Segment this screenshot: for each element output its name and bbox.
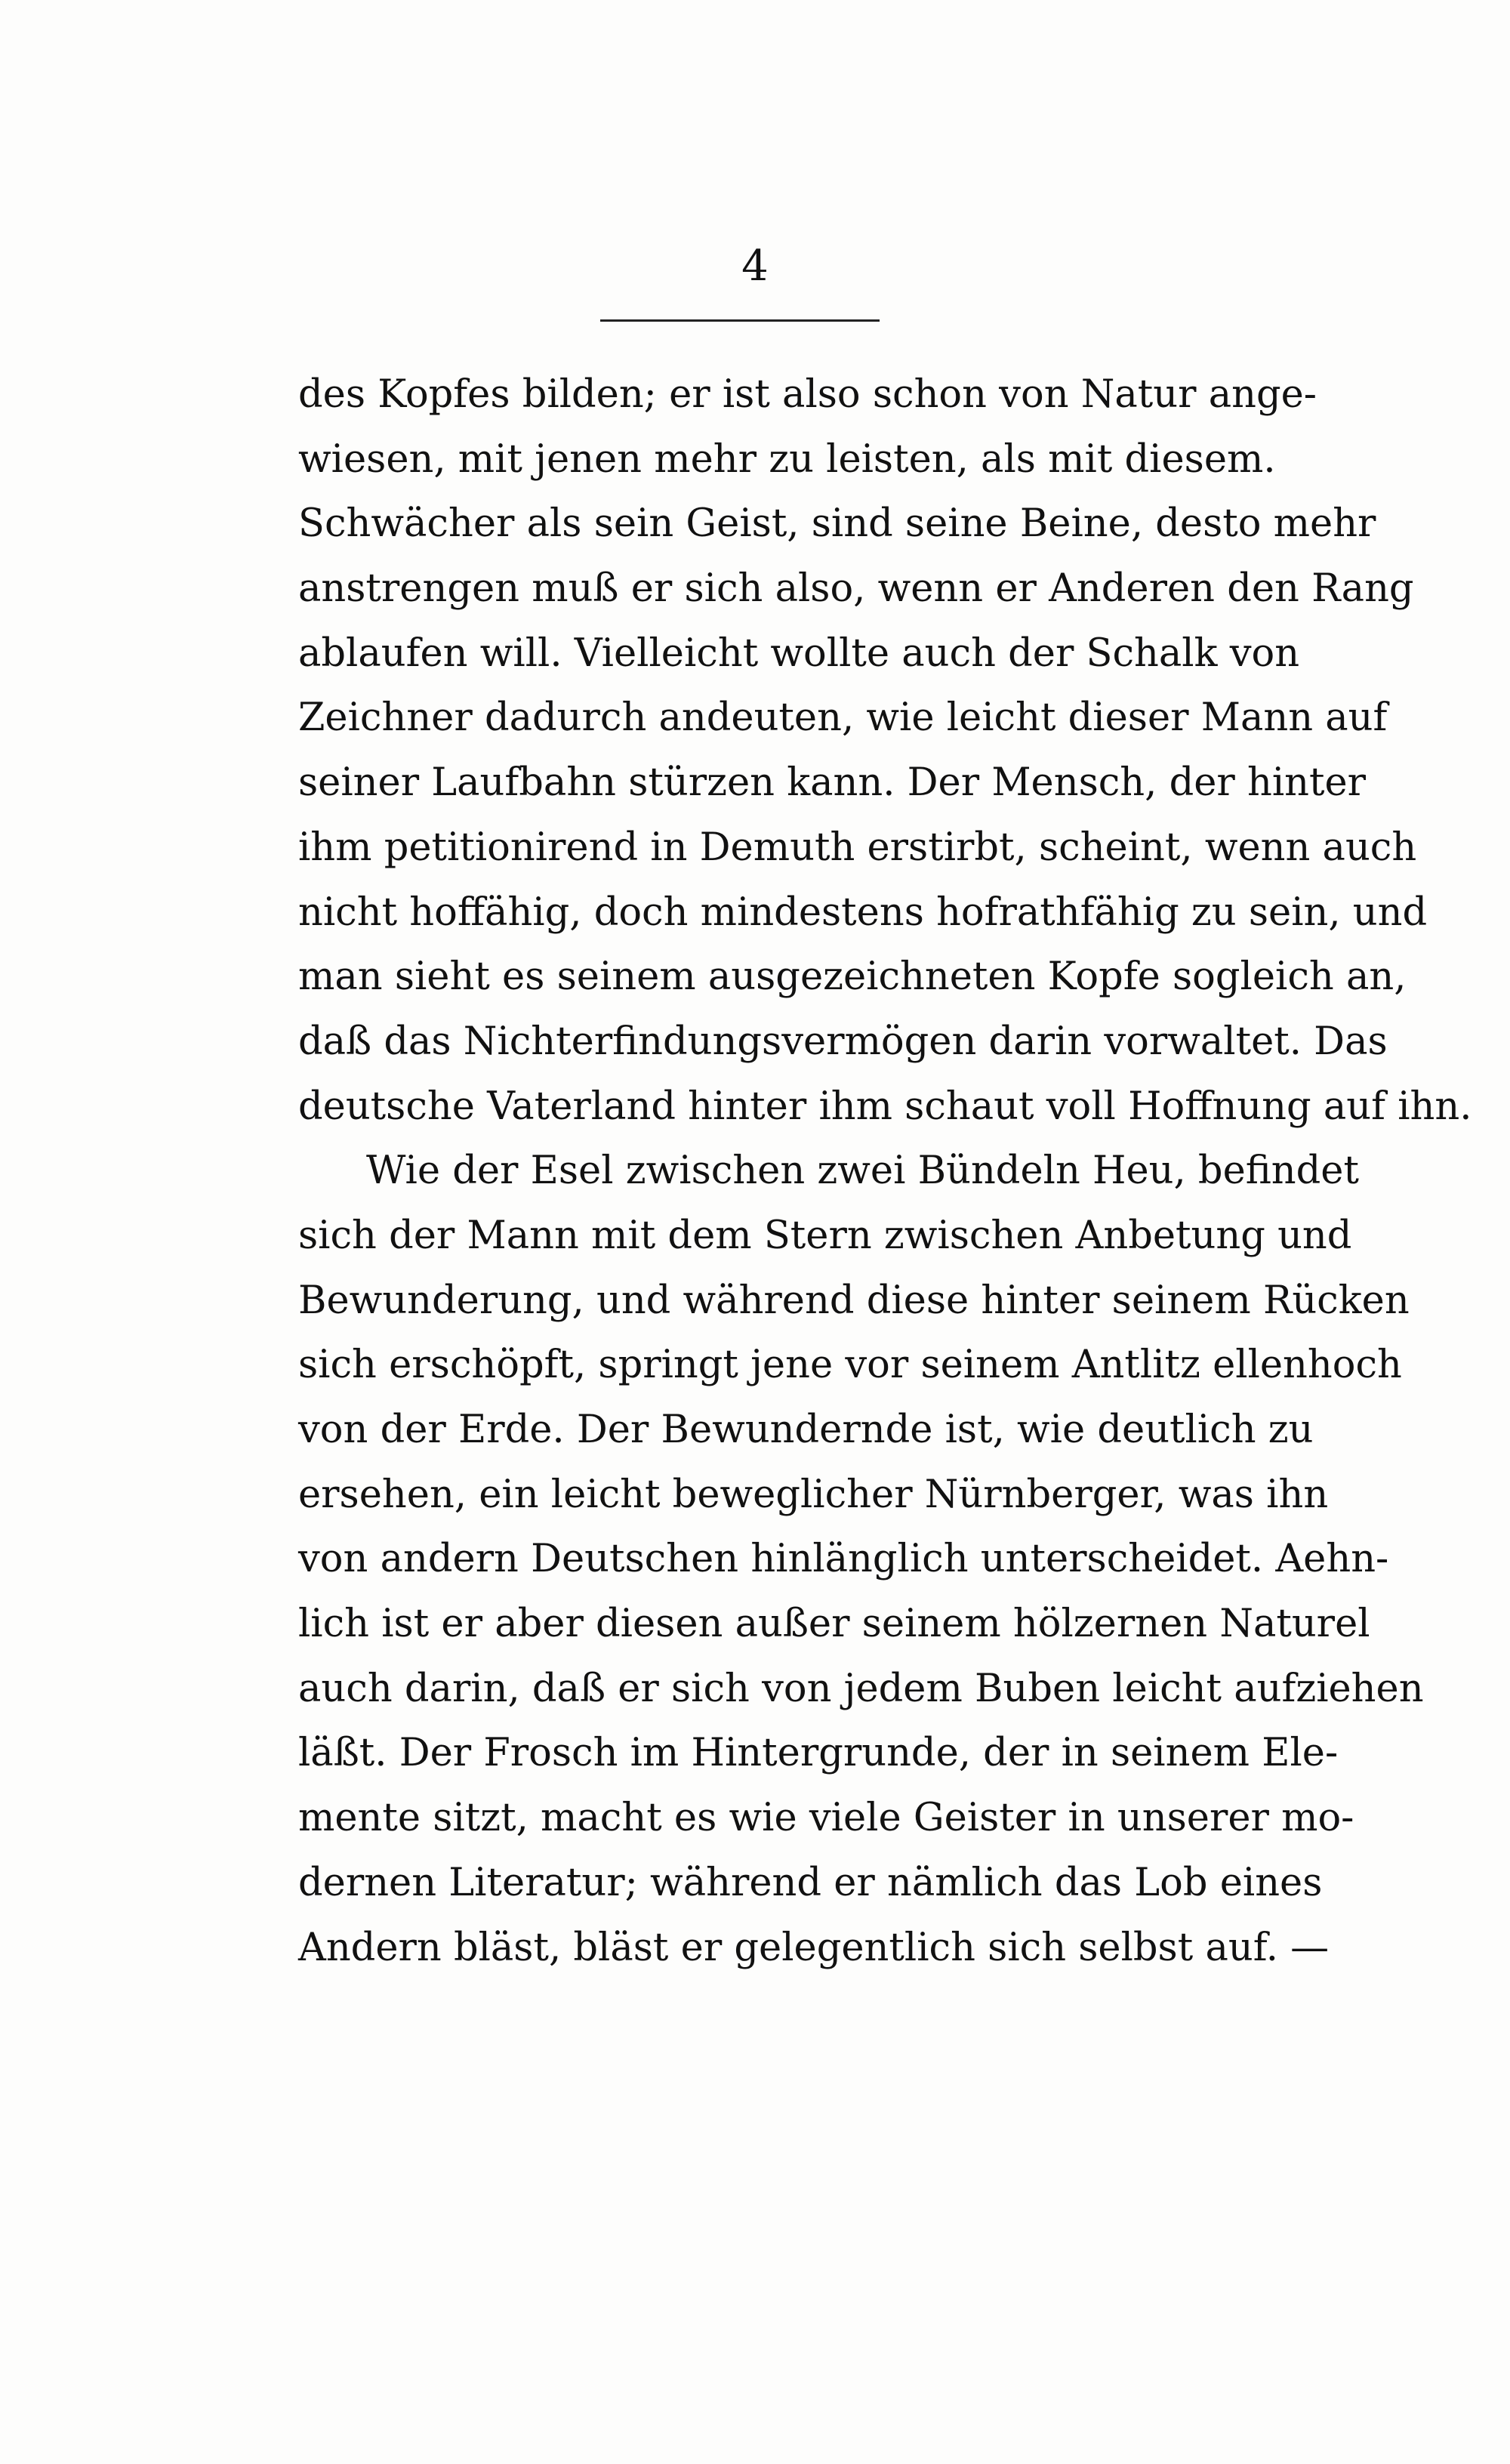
text-line: ablaufen will. Vielleicht wollte auch der Schalk von [298, 631, 1300, 676]
text-line: ersehen, ein leicht beweglicher Nürnberger, was ihn [298, 1472, 1329, 1517]
text-line: nicht hoffähig, doch mindestens hofrathfähig zu sein, und [298, 890, 1428, 935]
text-line: von der Erde. Der Bewundernde ist, wie deutlich zu [298, 1408, 1314, 1452]
text-line: dernen Literatur; während er nämlich das Lob eines [298, 1860, 1323, 1905]
text-line: Schwächer als sein Geist, sind seine Beine, desto mehr [298, 501, 1376, 547]
text-line: Andern bläst, bläst er gelegentlich sich selbst auf. — [298, 1925, 1330, 1970]
text-line: mente sitzt, macht es wie viele Geister in unserer mo- [298, 1796, 1354, 1841]
text-line: Bewunderung, und während diese hinter seinem Rücken [298, 1278, 1410, 1323]
text-line: lich ist er aber diesen außer seinem hölzernen Naturel [298, 1602, 1370, 1647]
page-number: 4 [741, 242, 769, 291]
text-line: ihm petitionirend in Demuth erstirbt, scheint, wenn auch [298, 825, 1417, 870]
text-line: wiesen, mit jenen mehr zu leisten, als mit diesem. [298, 436, 1276, 482]
text-line: daß das Nichterfindungsvermögen darin vorwaltet. Das [298, 1019, 1388, 1064]
text-line: deutsche Vaterland hinter ihm schaut voll Hoffnung auf ihn. [298, 1084, 1472, 1129]
text-line: seiner Laufbahn stürzen kann. Der Mensch, der hinter [298, 760, 1367, 806]
body-text [298, 362, 1472, 1980]
text-line: Wie der Esel zwischen zwei Bündeln Heu, befindet [366, 1149, 1359, 1194]
text-line: sich der Mann mit dem Stern zwischen Anbetung und [298, 1213, 1352, 1258]
header-rule [600, 319, 880, 322]
text-line: des Kopfes bilden; er ist also schon von Natur ange- [298, 372, 1317, 417]
text-line: läßt. Der Frosch im Hintergrunde, der in seinem Ele- [298, 1731, 1339, 1776]
text-line: anstrengen muß er sich also, wenn er Anderen den Rang [298, 566, 1414, 612]
text-line: von andern Deutschen hinlänglich unterscheidet. Aehn- [298, 1537, 1389, 1582]
text-line: man sieht es seinem ausgezeichneten Kopfe sogleich an, [298, 954, 1407, 1000]
text-line: auch darin, daß er sich von jedem Buben leicht aufziehen [298, 1666, 1424, 1711]
text-line: sich erschöpft, springt jene vor seinem Antlitz ellenhoch [298, 1343, 1402, 1388]
text-line: Zeichner dadurch andeuten, wie leicht dieser Mann auf [298, 695, 1388, 741]
